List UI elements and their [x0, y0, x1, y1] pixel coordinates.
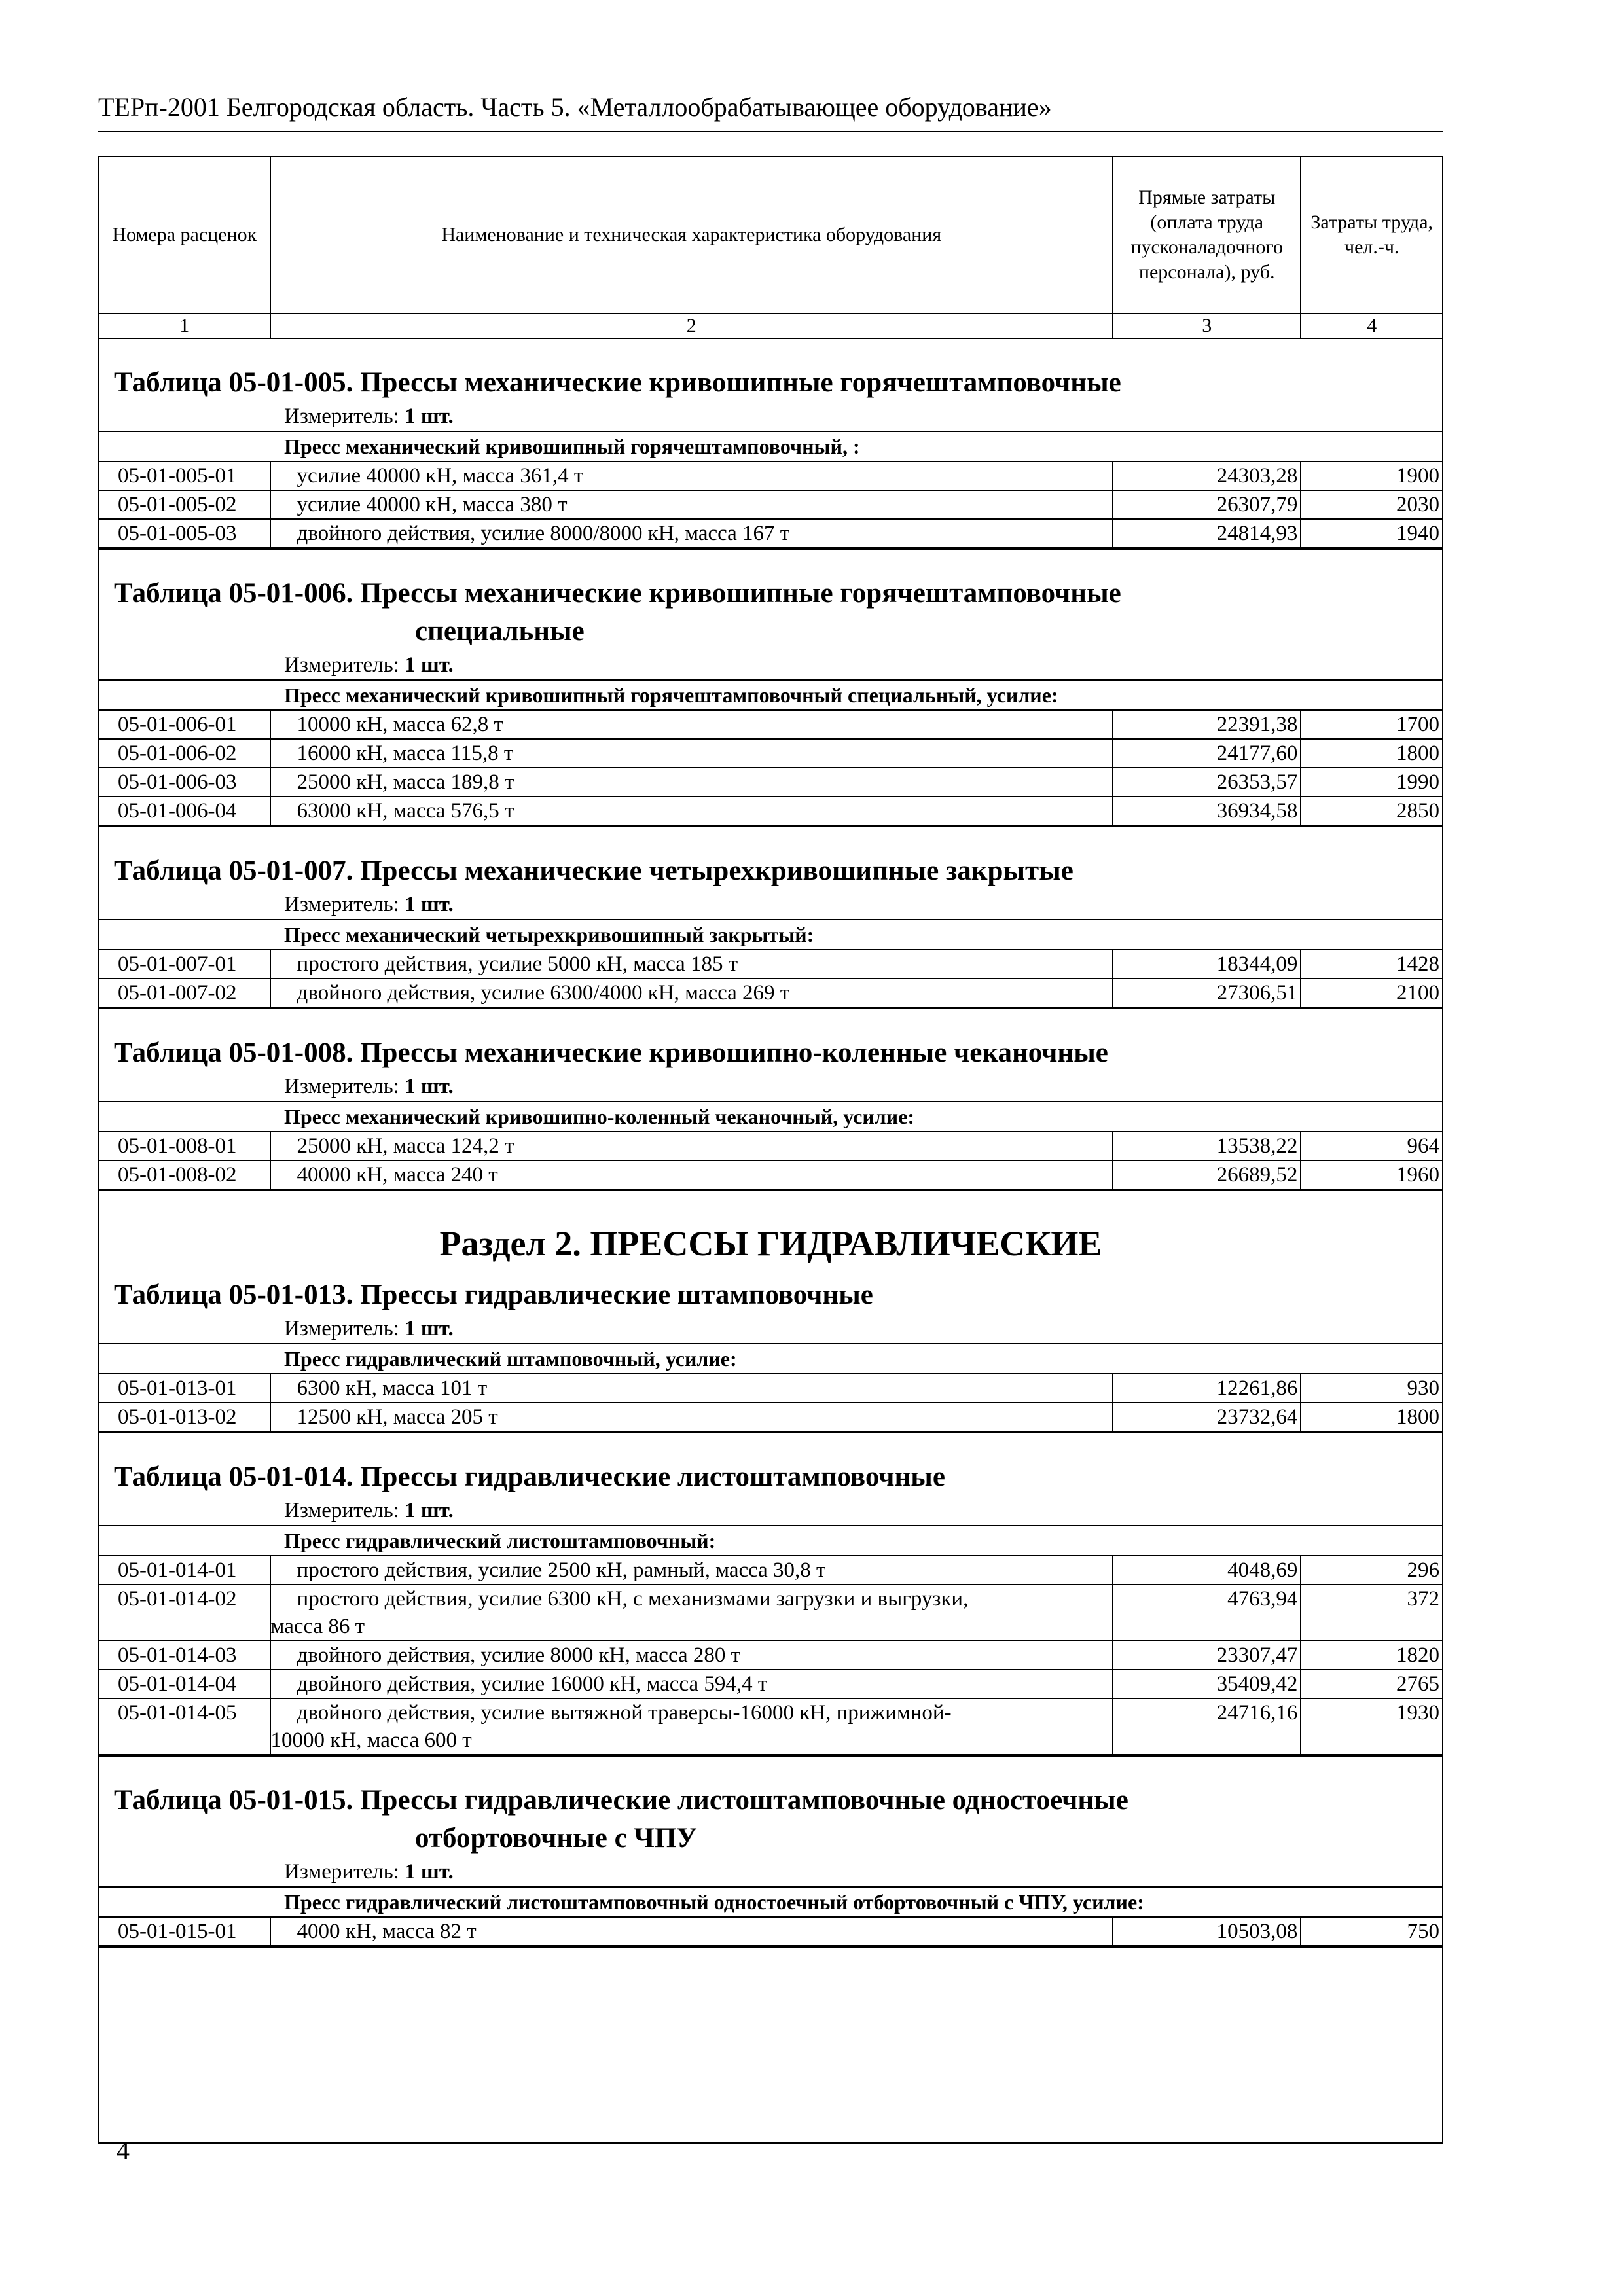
- table-title: [99, 1458, 1442, 1496]
- equipment-name: [271, 1161, 1113, 1189]
- table-rows: [99, 461, 1442, 550]
- unit-line: [99, 1496, 1442, 1525]
- labor-cost: 1800: [1396, 1405, 1439, 1429]
- equipment-name: [271, 1403, 1113, 1431]
- group-heading: Пресс механический кривошипный горячештамповочный специальный, усилие:: [99, 679, 1442, 709]
- table-row: [99, 1669, 1442, 1698]
- column-header-code: Номера расценок: [99, 157, 271, 313]
- unit-line: [99, 402, 1442, 431]
- direct-cost: 24177,60: [1113, 740, 1301, 767]
- unit-value: 1 шт.: [405, 1075, 454, 1098]
- equipment-name: [271, 1374, 1113, 1402]
- header-rule: [98, 131, 1443, 132]
- labor-cost: 372: [1407, 1587, 1439, 1611]
- table-title: [99, 852, 1442, 890]
- labor-cost: 1940: [1396, 522, 1439, 545]
- direct-cost: 24814,93: [1113, 520, 1301, 547]
- rate-code: 05-01-013-01: [99, 1374, 271, 1402]
- table-title: [99, 1276, 1442, 1314]
- labor-cost: 1428: [1396, 952, 1439, 976]
- section-title: Раздел 2. ПРЕССЫ ГИДРАВЛИЧЕСКИЕ: [439, 1224, 1102, 1263]
- labor-cost: 1820: [1396, 1643, 1439, 1667]
- column-header-labor: Затраты труда, чел.-ч.: [1310, 211, 1434, 258]
- unit-label: Измеритель:: [284, 1075, 399, 1098]
- table-title: [99, 364, 1442, 402]
- labor-cost: 1800: [1396, 742, 1439, 765]
- column-number: 2: [271, 314, 1113, 338]
- direct-cost: 23307,47: [1113, 1641, 1301, 1669]
- unit-label: Измеритель:: [284, 404, 399, 428]
- unit-label: Измеритель:: [284, 1317, 399, 1340]
- direct-cost: 24716,16: [1113, 1699, 1301, 1754]
- equipment-name-line: 16000 кН, масса 115,8 т: [297, 742, 514, 765]
- unit-label: Измеритель:: [284, 1499, 399, 1522]
- table-row: [99, 949, 1442, 978]
- equipment-name: [271, 979, 1113, 1007]
- direct-cost: 4048,69: [1113, 1556, 1301, 1584]
- table-body: [99, 339, 1442, 1948]
- rate-code: 05-01-014-01: [99, 1556, 271, 1584]
- table-row: [99, 738, 1442, 767]
- direct-cost: 36934,58: [1113, 797, 1301, 825]
- equipment-name-line: усилие 40000 кН, масса 361,4 т: [297, 464, 584, 488]
- page-number: 4: [117, 2136, 130, 2165]
- direct-cost: 26689,52: [1113, 1161, 1301, 1189]
- group-heading: Пресс механический кривошипно-коленный чеканочный, усилие:: [99, 1101, 1442, 1131]
- rate-code: 05-01-015-01: [99, 1918, 271, 1945]
- table-title-line: Таблица 05-01-008. Прессы механические кривошипно-коленные чеканочные: [114, 1037, 1108, 1068]
- rate-code: 05-01-008-01: [99, 1132, 271, 1160]
- table-rows: [99, 709, 1442, 827]
- rate-code: 05-01-007-01: [99, 950, 271, 978]
- table-title-line: Таблица 05-01-005. Прессы механические кривошипные горячештамповочные: [114, 367, 1121, 398]
- equipment-name-line: двойного действия, усилие 8000/8000 кН, масса 167 т: [297, 522, 790, 545]
- unit-value: 1 шт.: [405, 653, 454, 677]
- labor-cost: 1930: [1396, 1701, 1439, 1725]
- labor-cost: 1900: [1396, 464, 1439, 488]
- direct-cost: 23732,64: [1113, 1403, 1301, 1431]
- equipment-name-line: простого действия, усилие 2500 кН, рамный, масса 30,8 т: [297, 1558, 826, 1582]
- direct-cost: 26307,79: [1113, 491, 1301, 518]
- equipment-name: [271, 1641, 1113, 1669]
- direct-cost: 18344,09: [1113, 950, 1301, 978]
- equipment-name-line: двойного действия, усилие 8000 кН, масса 280 т: [297, 1643, 741, 1667]
- table-row: [99, 978, 1442, 1008]
- table-rows: [99, 949, 1442, 1009]
- labor-cost: 296: [1407, 1558, 1439, 1582]
- group-heading: Пресс гидравлический листоштамповочный одностоечный отбортовочный с ЧПУ, усилие:: [99, 1886, 1442, 1916]
- rate-code: 05-01-005-03: [99, 520, 271, 547]
- equipment-name-line: 40000 кН, масса 240 т: [297, 1163, 498, 1187]
- direct-cost: 27306,51: [1113, 979, 1301, 1007]
- unit-value: 1 шт.: [405, 404, 454, 428]
- table-rows: [99, 1373, 1442, 1433]
- rate-code: 05-01-005-02: [99, 491, 271, 518]
- equipment-name: [271, 491, 1113, 518]
- group-heading: Пресс гидравлический листоштамповочный:: [99, 1525, 1442, 1555]
- table-row: [99, 796, 1442, 826]
- table-title-line: Таблица 05-01-013. Прессы гидравлические штамповочные: [114, 1280, 873, 1310]
- equipment-name-line: 10000 кН, масса 62,8 т: [297, 713, 503, 736]
- equipment-name: [271, 711, 1113, 738]
- rate-code: 05-01-008-02: [99, 1161, 271, 1189]
- equipment-name-line: простого действия, усилие 5000 кН, масса 185 т: [297, 952, 738, 976]
- rate-code: 05-01-006-01: [99, 711, 271, 738]
- table-rows: [99, 1555, 1442, 1757]
- unit-line: [99, 1314, 1442, 1343]
- unit-value: 1 шт.: [405, 1860, 454, 1884]
- equipment-name: [271, 1132, 1113, 1160]
- rate-code: 05-01-006-03: [99, 768, 271, 796]
- unit-line: [99, 1072, 1442, 1101]
- labor-cost: 964: [1407, 1134, 1439, 1158]
- table-row: [99, 490, 1442, 518]
- direct-cost: 13538,22: [1113, 1132, 1301, 1160]
- table-row: [99, 1160, 1442, 1190]
- table-row: [99, 461, 1442, 490]
- rate-code: 05-01-006-04: [99, 797, 271, 825]
- direct-cost: 26353,57: [1113, 768, 1301, 796]
- unit-label: Измеритель:: [284, 653, 399, 677]
- table-row: [99, 1131, 1442, 1160]
- column-number: 4: [1367, 315, 1377, 336]
- column-header-cost: Прямые затраты (оплата труда пусконаладочного персонала), руб.: [1113, 157, 1301, 313]
- table-row: [99, 1698, 1442, 1755]
- unit-value: 1 шт.: [405, 1499, 454, 1522]
- equipment-name-line: 12500 кН, масса 205 т: [297, 1405, 498, 1429]
- table-title: [99, 1034, 1442, 1072]
- price-table: [98, 156, 1443, 2144]
- table-title: [99, 575, 1442, 651]
- equipment-name-line: усилие 40000 кН, масса 380 т: [297, 493, 568, 516]
- equipment-name-line: 25000 кН, масса 124,2 т: [297, 1134, 514, 1158]
- equipment-name-line: двойного действия, усилие 16000 кН, масса 594,4 т: [297, 1672, 768, 1696]
- equipment-name: [271, 1670, 1113, 1698]
- labor-cost: 2765: [1396, 1672, 1439, 1696]
- equipment-name: [271, 1556, 1113, 1584]
- rate-code: 05-01-014-04: [99, 1670, 271, 1698]
- equipment-name-line: простого действия, усилие 6300 кН, с механизмами загрузки и выгрузки,: [297, 1587, 969, 1611]
- unit-value: 1 шт.: [405, 893, 454, 916]
- direct-cost: 22391,38: [1113, 711, 1301, 738]
- table-title-line: Таблица 05-01-014. Прессы гидравлические листоштамповочные: [114, 1462, 945, 1492]
- table-row: [99, 1640, 1442, 1669]
- table-title-line: Таблица 05-01-015. Прессы гидравлические листоштамповочные одностоечные: [114, 1785, 1128, 1816]
- rate-code: 05-01-014-03: [99, 1641, 271, 1669]
- rate-code: 05-01-005-01: [99, 462, 271, 490]
- equipment-name: [271, 797, 1113, 825]
- table-title-line: отбортовочные с ЧПУ: [415, 1823, 697, 1854]
- rate-code: 05-01-007-02: [99, 979, 271, 1007]
- equipment-name-line: двойного действия, усилие 6300/4000 кН, масса 269 т: [297, 981, 790, 1005]
- table-row: [99, 1402, 1442, 1432]
- table-row: [99, 1555, 1442, 1584]
- table-title-line: Таблица 05-01-007. Прессы механические четырехкривошипные закрытые: [114, 855, 1074, 886]
- group-heading: Пресс гидравлический штамповочный, усилие:: [99, 1343, 1442, 1373]
- group-heading: Пресс механический кривошипный горячештамповочный, :: [99, 431, 1442, 461]
- column-header-name: Наименование и техническая характеристика оборудования: [271, 157, 1113, 313]
- equipment-name-line: 25000 кН, масса 189,8 т: [297, 770, 514, 794]
- labor-cost: 930: [1407, 1376, 1439, 1400]
- direct-cost: 4763,94: [1113, 1585, 1301, 1640]
- equipment-name-line: 6300 кН, масса 101 т: [297, 1376, 488, 1400]
- column-numbers: [99, 313, 1442, 339]
- rate-code: 05-01-006-02: [99, 740, 271, 767]
- equipment-name-line: 4000 кН, масса 82 т: [297, 1920, 477, 1943]
- table-title: [99, 1782, 1442, 1857]
- table-rows: [99, 1916, 1442, 1948]
- labor-cost: 750: [1407, 1920, 1439, 1943]
- unit-line: [99, 890, 1442, 919]
- table-row: [99, 518, 1442, 548]
- equipment-name: [271, 768, 1113, 796]
- rate-code: 05-01-014-05: [99, 1699, 271, 1754]
- labor-cost: 1960: [1396, 1163, 1439, 1187]
- unit-label: Измеритель:: [284, 1860, 399, 1884]
- direct-cost: 35409,42: [1113, 1670, 1301, 1698]
- equipment-name-line: масса 86 т: [270, 1615, 365, 1638]
- labor-cost: 1990: [1396, 770, 1439, 794]
- unit-line: [99, 651, 1442, 679]
- table-row: [99, 709, 1442, 738]
- labor-cost: 1700: [1396, 713, 1439, 736]
- equipment-name: [271, 740, 1113, 767]
- unit-line: [99, 1857, 1442, 1886]
- table-row: [99, 1916, 1442, 1946]
- equipment-name: [271, 1699, 1113, 1754]
- equipment-name-line: 10000 кН, масса 600 т: [270, 1729, 472, 1752]
- rate-code: 05-01-013-02: [99, 1403, 271, 1431]
- rate-code: 05-01-014-02: [99, 1585, 271, 1640]
- unit-label: Измеритель:: [284, 893, 399, 916]
- equipment-name: [271, 1918, 1113, 1945]
- equipment-name: [271, 950, 1113, 978]
- table-rows: [99, 1131, 1442, 1191]
- equipment-name-line: 63000 кН, масса 576,5 т: [297, 799, 514, 823]
- column-number: 1: [99, 314, 271, 338]
- unit-value: 1 шт.: [405, 1317, 454, 1340]
- group-heading: Пресс механический четырехкривошипный закрытый:: [99, 919, 1442, 949]
- labor-cost: 2850: [1396, 799, 1439, 823]
- table-title-line: Таблица 05-01-006. Прессы механические кривошипные горячештамповочные: [114, 578, 1121, 609]
- equipment-name: [271, 462, 1113, 490]
- labor-cost: 2030: [1396, 493, 1439, 516]
- equipment-name: [271, 1585, 1113, 1640]
- table-title-line: специальные: [415, 616, 585, 647]
- column-headers: [99, 157, 1442, 313]
- equipment-name-line: двойного действия, усилие вытяжной траверсы-16000 кН, прижимной-: [297, 1701, 952, 1725]
- table-row: [99, 767, 1442, 796]
- table-row: [99, 1373, 1442, 1402]
- column-number: 3: [1113, 314, 1301, 338]
- equipment-name: [271, 520, 1113, 547]
- direct-cost: 12261,86: [1113, 1374, 1301, 1402]
- labor-cost: 2100: [1396, 981, 1439, 1005]
- direct-cost: 10503,08: [1113, 1918, 1301, 1945]
- table-row: [99, 1584, 1442, 1640]
- direct-cost: 24303,28: [1113, 462, 1301, 490]
- running-header: ТЕРп-2001 Белгородская область. Часть 5. «Металлообрабатывающее оборудование»: [98, 92, 1052, 122]
